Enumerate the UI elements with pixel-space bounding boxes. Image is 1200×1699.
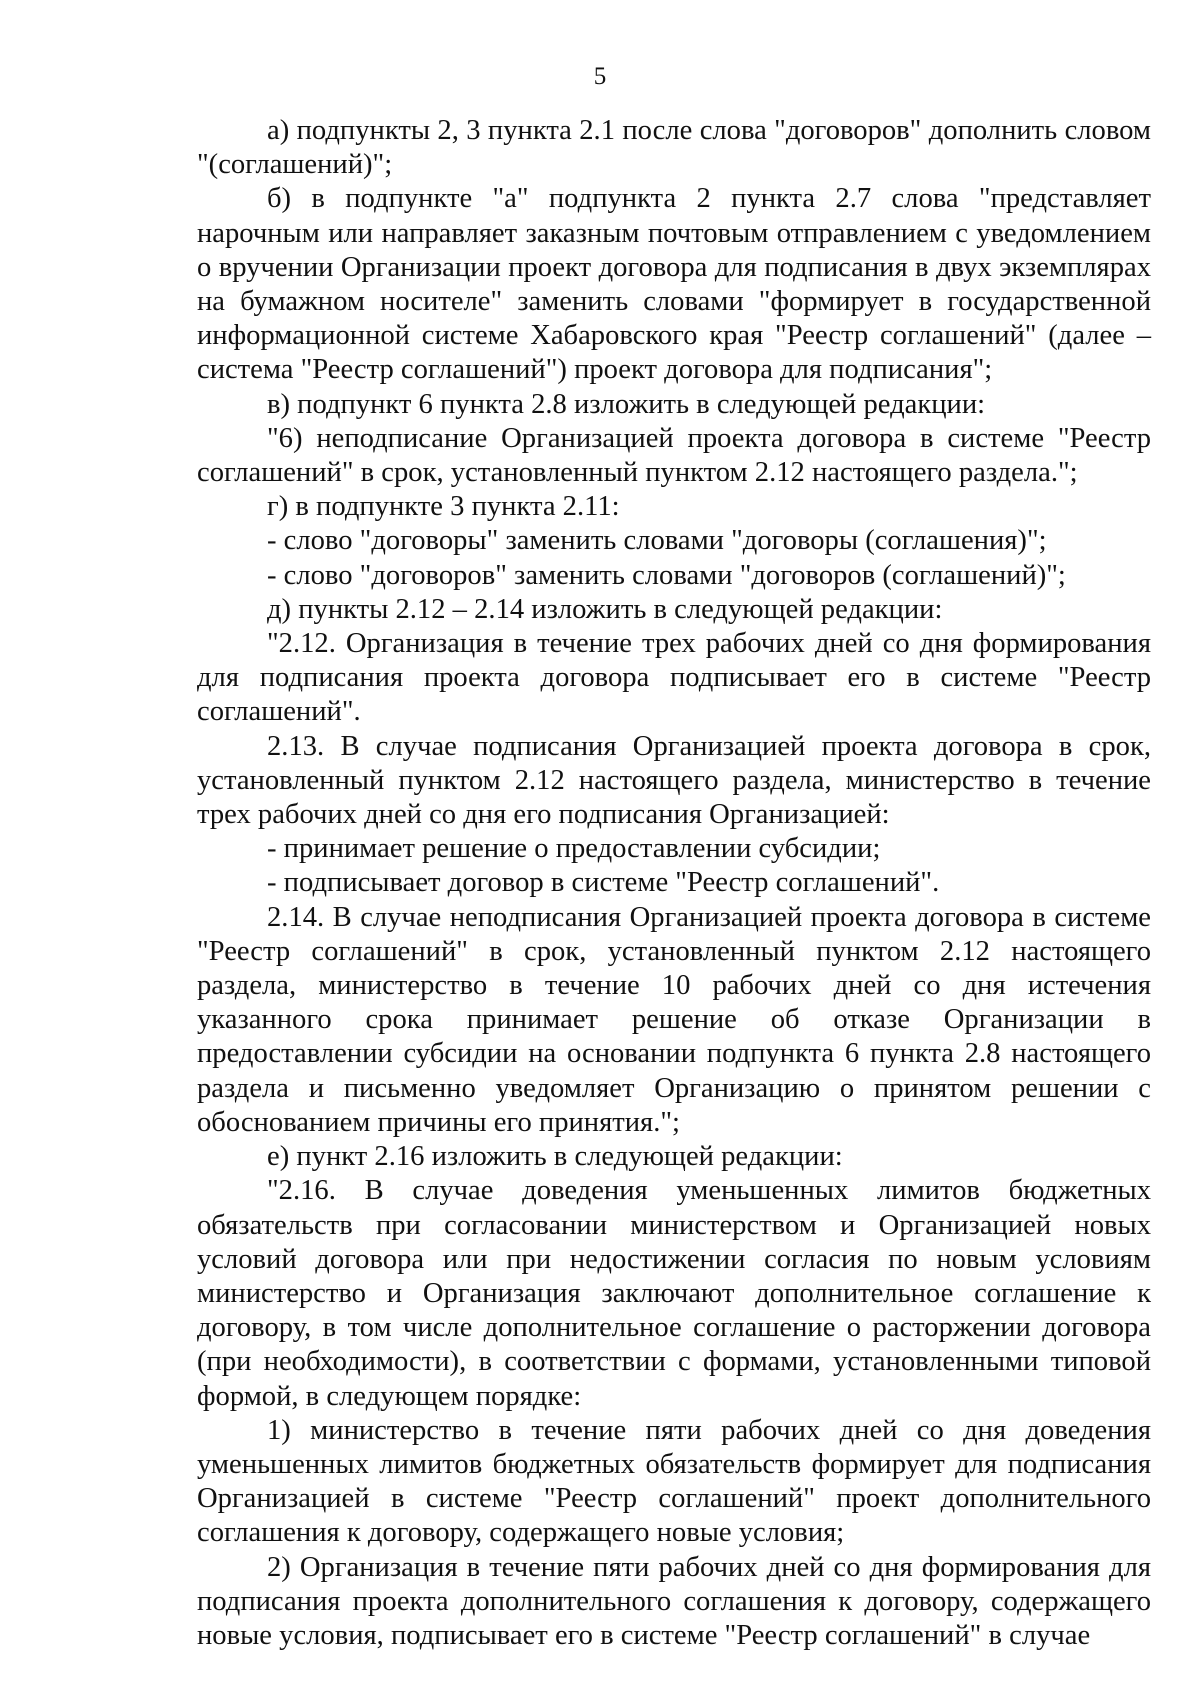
paragraph-2-12: "2.12. Организация в течение трех рабочих дней со дня формирования для подписания проекта договора подписывает его в системе "Реестр соглашений".: [197, 628, 1151, 728]
paragraph-v: в) подпункт 6 пункта 2.8 изложить в следующей редакции:: [267, 388, 986, 420]
paragraph-2-16-item-1: 1) министерство в течение пяти рабочих дней со дня доведения уменьшенных лимитов бюджетных обязательств формирует для подписания Организацией в системе "Реестр соглашений" проект дополнительного соглашения к договору, содержащего новые условия;: [197, 1414, 1151, 1549]
paragraph-2-13: 2.13. В случае подписания Организацией проекта договора в срок, установленный пунктом 2.12 настоящего раздела, министерство в течение трех рабочих дней со дня его подписания Организацией:: [197, 730, 1151, 831]
paragraph-2-16-item-2: 2) Организация в течение пяти рабочих дней со дня формирования для подписания проекта дополнительного соглашения к договору, содержащего новые условия, подписывает его в системе "Реестр соглашений" в случае: [197, 1551, 1151, 1651]
paragraph-e: е) пункт 2.16 изложить в следующей редакции:: [267, 1141, 843, 1173]
paragraph-a: а) подпункты 2, 3 пункта 2.1 после слова "договоров" дополнить словом "(соглашений)";: [197, 115, 1151, 181]
paragraph-g-item-1: - слово "договоры" заменить словами "договоры (соглашения)";: [267, 525, 1047, 557]
paragraph-2-13-item-2: - подписывает договор в системе "Реестр соглашений".: [267, 867, 940, 899]
paragraph-v-quote: "6) неподписание Организацией проекта договора в системе "Реестр соглашений" в срок, установленный пунктом 2.12 настоящего раздела.";: [197, 422, 1151, 489]
page-number: 5: [593, 63, 607, 90]
paragraph-d: д) пункты 2.12 – 2.14 изложить в следующей редакции:: [267, 593, 943, 625]
paragraph-g-item-2: - слово "договоров" заменить словами "договоров (соглашений)";: [267, 559, 1066, 591]
paragraph-2-14: 2.14. В случае неподписания Организацией проекта договора в системе "Реестр соглашений" в срок, установленный пунктом 2.12 настоящего раздела, министерство в течение 10 рабочих дней со дня истечения указанного срока принимает решение об отказе Организации в предоставлении субсидии на основании подпункта 6 пункта 2.8 настоящего раздела и письменно уведомляет Организацию о принятом решении с обоснованием причины его принятия.";: [197, 901, 1151, 1138]
paragraph-g: г) в подпункте 3 пункта 2.11:: [267, 491, 620, 523]
document-body: [197, 114, 1151, 1653]
paragraph-2-16: "2.16. В случае доведения уменьшенных лимитов бюджетных обязательств при согласовании министерством и Организацией новых условий договора или при недостижении согласия по новым условиям министерство и Организация заключают дополнительное соглашение к договору, в том числе дополнительное соглашение о расторжении договора (при необходимости), в соответствии с формами, установленными типовой формой, в следующем порядке:: [197, 1175, 1151, 1412]
paragraph-b: б) в подпункте "а" подпункта 2 пункта 2.7 слова "представляет нарочным или направляет заказным почтовым отправлением с уведомлением о вручении Организации проект договора для подписания в двух экземплярах на бумажном носителе" заменить словами "формирует в государственной информационной системе Хабаровского края "Реестр соглашений" (далее – система "Реестр соглашений") проект договора для подписания";: [197, 183, 1151, 386]
paragraph-2-13-item-1: - принимает решение о предоставлении субсидии;: [267, 833, 881, 865]
